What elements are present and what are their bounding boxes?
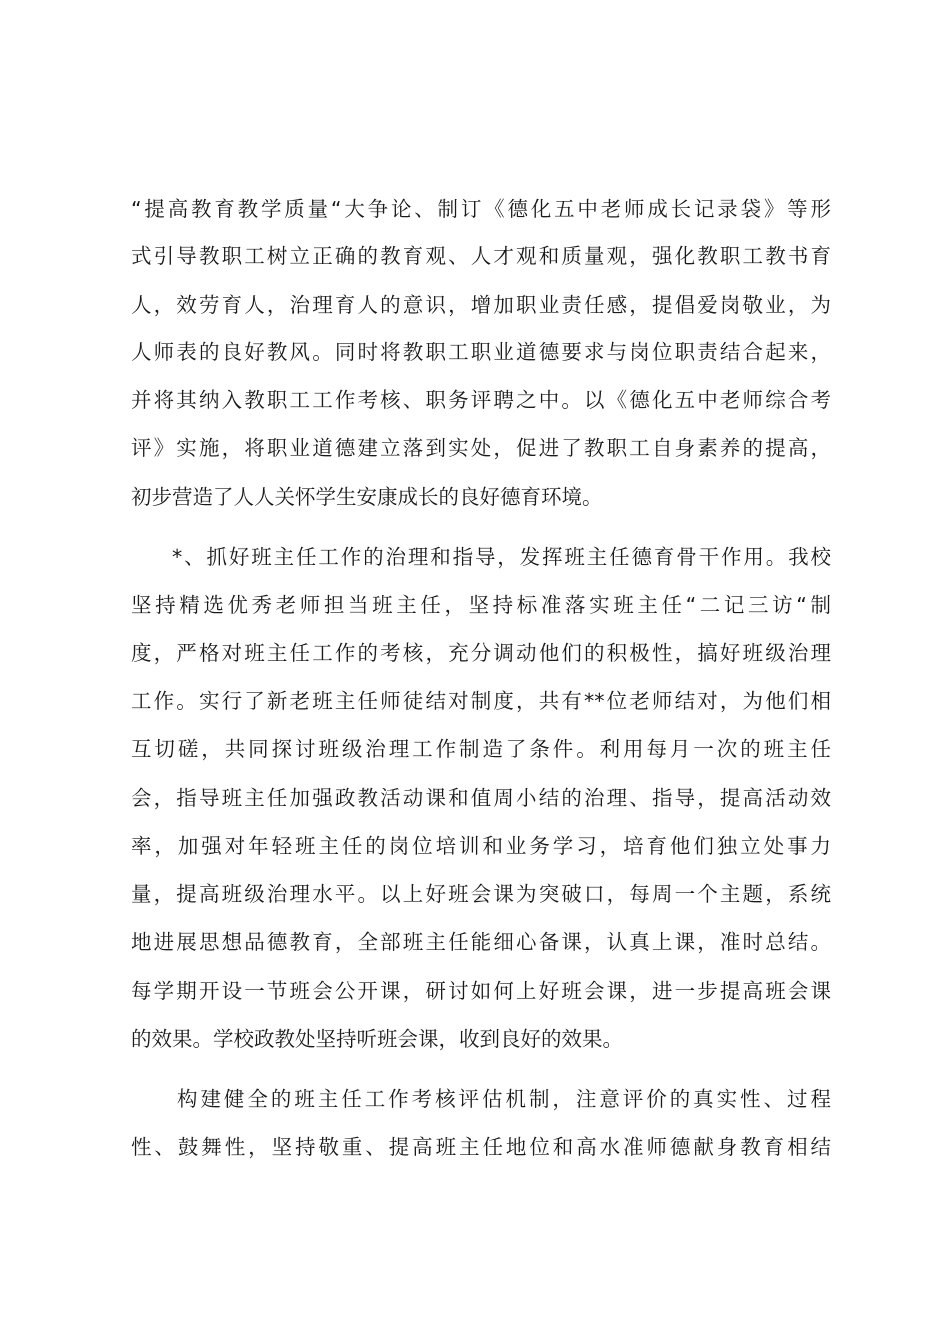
paragraph-2-line-2: 坚持精选优秀老师担当班主任，坚持标准落实班主任“二记三访“制 <box>131 593 831 617</box>
paragraph-2-line-9: 地进展思想品德教育，全部班主任能细心备课，认真上课，准时总结。 <box>131 930 831 954</box>
paragraph-2-line-7: 率，加强对年轻班主任的岗位培训和业务学习，培育他们独立处事力 <box>131 834 831 858</box>
paragraph-3-line-2: 性、鼓舞性，坚持敬重、提高班主任地位和高水准师德献身教育相结 <box>131 1135 831 1159</box>
paragraph-3-line-1: 构建健全的班主任工作考核评估机制，注意评价的真实性、过程 <box>177 1087 831 1111</box>
paragraph-1-line-1: “提高教育教学质量“大争论、制订《德化五中老师成长记录袋》等形 <box>131 197 831 221</box>
paragraph-1-line-6: 评》实施，将职业道德建立落到实处，促进了教职工自身素养的提高， <box>131 436 831 460</box>
paragraph-2-line-5: 互切磋，共同探讨班级治理工作制造了条件。利用每月一次的班主任 <box>131 737 831 761</box>
paragraph-2-line-8: 量，提高班级治理水平。以上好班会课为突破口，每周一个主题，系统 <box>131 882 831 906</box>
paragraph-1-line-4: 人师表的良好教风。同时将教职工职业道德要求与岗位职责结合起来， <box>131 340 831 364</box>
paragraph-2-line-10: 每学期开设一节班会公开课，研讨如何上好班会课，进一步提高班会课 <box>131 979 831 1003</box>
paragraph-1-line-2: 式引导教职工树立正确的教育观、人才观和质量观，强化教职工教书育 <box>131 244 831 268</box>
paragraph-1-line-3: 人，效劳育人，治理育人的意识，增加职业责任感，提倡爱岗敬业，为 <box>131 293 831 317</box>
paragraph-2-line-3: 度，严格对班主任工作的考核，充分调动他们的积极性，搞好班级治理 <box>131 641 831 665</box>
paragraph-1-line-7: 初步营造了人人关怀学生安康成长的良好德育环境。 <box>131 485 603 509</box>
paragraph-2-line-4: 工作。实行了新老班主任师徒结对制度，共有**位老师结对，为他们相 <box>131 689 831 713</box>
paragraph-1-line-5: 并将其纳入教职工工作考核、职务评聘之中。以《德化五中老师综合考 <box>131 388 831 412</box>
paragraph-2-line-11: 的效果。学校政教处坚持听班会课，收到良好的效果。 <box>131 1027 623 1051</box>
paragraph-2-line-1: *、抓好班主任工作的治理和指导，发挥班主任德育骨干作用。我校 <box>172 545 831 569</box>
paragraph-2-line-6: 会，指导班主任加强政教活动课和值周小结的治理、指导，提高活动效 <box>131 786 831 810</box>
